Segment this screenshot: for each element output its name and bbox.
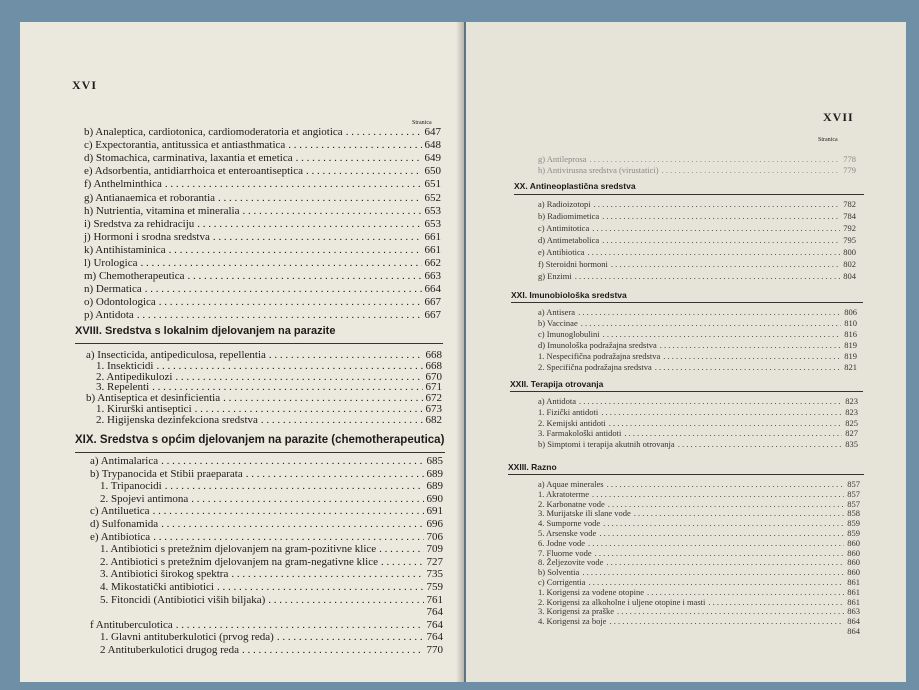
toc-entry-label: k) Antihistaminica: [84, 243, 166, 256]
toc-entry: [538, 211, 856, 221]
leader-dots: [159, 296, 422, 308]
leader-dots: [601, 407, 842, 417]
left-page: [20, 22, 464, 682]
toc-entry-label: j) Hormoni i srodna sredstva: [84, 230, 210, 243]
toc-entry-label: b) Solventia: [538, 567, 580, 578]
toc-entry-label: 3. Repelenti: [96, 381, 150, 394]
toc-entry-label: 2. Antibiotici s pretežnim djelovanjem na gram-negativne klice: [100, 555, 378, 568]
toc-entry-page: 782: [843, 199, 856, 209]
toc-entry: [100, 543, 443, 555]
toc-entry-label: p) Antidota: [84, 309, 134, 322]
toc-entry-page: 859: [847, 518, 860, 529]
toc-entry: [90, 468, 443, 480]
toc-entry: [84, 270, 441, 282]
toc-entry: [538, 235, 856, 245]
leader-dots: [218, 192, 421, 204]
leader-dots: [592, 489, 844, 499]
toc-entry-page: 821: [844, 362, 857, 372]
toc-entry-page: 827: [845, 428, 858, 439]
toc-entry-page: 816: [844, 329, 857, 339]
toc-entry-label: 2. Spojevi antimona: [100, 492, 189, 505]
toc-entry: [100, 556, 443, 568]
toc-entry: [538, 616, 860, 626]
toc-entry-label: c) Antiluetica: [90, 505, 150, 518]
toc-entry-label: e) Antibiotica: [90, 530, 151, 543]
toc-entry-page: 727: [426, 555, 443, 568]
toc-entry-label: 8. Željezovite vode: [538, 557, 604, 568]
leader-dots: [660, 340, 842, 350]
toc-entry-label: a) Antimalarica: [90, 455, 159, 467]
toc-entry: [96, 414, 442, 426]
leader-dots: [581, 318, 842, 328]
toc-entry: [90, 518, 443, 530]
toc-entry-label: n) Dermatica: [84, 283, 142, 296]
toc-entry: [84, 139, 441, 151]
section-title-xxi: XXI. Imunobiološka sredstva: [511, 290, 627, 300]
toc-entry: [100, 631, 443, 643]
toc-entry-page: 652: [424, 191, 441, 204]
toc-entry-label: 1. Glavni antituberkulotici (prvog reda): [100, 631, 274, 644]
toc-entry: [100, 581, 443, 593]
toc-entry-page: 653: [424, 217, 441, 230]
toc-entry-label: 6. Jodne vode: [538, 537, 585, 548]
toc-entry-label: 1. Akratoterme: [538, 488, 589, 499]
leader-dots: [588, 538, 844, 548]
toc-entry-label: 1. Tripanocidi: [100, 480, 162, 493]
toc-entry: [84, 152, 441, 164]
leader-dots: [592, 223, 840, 233]
section-title-xxii: XXII. Terapija otrovanja: [510, 379, 604, 389]
toc-entry: [84, 218, 441, 230]
toc-entry-label: 2. Antipedikulozi: [96, 370, 173, 383]
toc-entry-page: 690: [426, 492, 443, 505]
toc-entry-label: 2. Korigensi za alkoholne i uljene otopine i masti: [538, 596, 706, 607]
toc-entry: [538, 259, 856, 269]
toc-entry: [538, 223, 856, 233]
leader-dots: [217, 581, 424, 593]
leader-dots: [662, 165, 841, 175]
leader-dots: [277, 631, 424, 643]
section-title-xx: XX. Antineoplastična sredstva: [514, 181, 636, 191]
toc-entry: [84, 205, 441, 217]
leader-dots: [708, 597, 844, 607]
toc-entry-page: 651: [424, 178, 441, 191]
toc-entry-label: 7. Fluorne vode: [538, 547, 592, 558]
toc-entry-page: 804: [843, 271, 856, 281]
leader-dots: [213, 231, 422, 243]
toc-entry-label: d) Imunološka podražajna sredstva: [538, 340, 657, 350]
leader-dots: [588, 247, 841, 257]
toc-entry-label: a) Antisera: [538, 307, 576, 317]
toc-entry-page: 672: [425, 392, 442, 405]
toc-entry-page: 761: [426, 593, 443, 606]
toc-entry-label: g) Antianaemica et roborantia: [84, 191, 216, 204]
toc-entry-label: 3. Antibiotici širokog spektra: [100, 568, 229, 581]
leader-dots: [188, 270, 422, 282]
leader-dots: [609, 616, 844, 626]
leader-dots: [145, 283, 422, 295]
leader-dots: [153, 531, 423, 543]
toc-entry: [538, 567, 860, 577]
toc-entry: [100, 480, 443, 492]
toc-entry-label: b) Simptomi i terapija akutnih otrovanja: [538, 439, 675, 450]
toc-entry-page: 764: [426, 606, 443, 619]
page-column-header-left: Stranica: [412, 120, 432, 126]
toc-entry-label: d) Stomachica, carminativa, laxantia et emetica: [84, 152, 293, 165]
page-number-right: XVII: [823, 110, 854, 124]
toc-entry-page: 858: [847, 508, 860, 519]
toc-entry: [90, 606, 443, 618]
toc-entry-page: 859: [847, 528, 860, 538]
toc-entry-label: b) Radiomimetica: [538, 211, 600, 221]
toc-entry: [538, 165, 856, 175]
toc-entry-label: c) Corrigentia: [538, 577, 586, 587]
toc-entry-page: 648: [424, 139, 441, 152]
toc-entry-label: g) Antileprosa: [538, 154, 587, 164]
leader-dots: [176, 619, 424, 631]
toc-entry-page: 857: [847, 479, 860, 489]
toc-entry-page: 861: [847, 596, 860, 607]
leader-dots: [582, 567, 844, 577]
leader-dots: [242, 205, 421, 217]
toc-entry: [538, 318, 857, 328]
toc-entry-label: b) Vaccinae: [538, 318, 578, 328]
toc-entry-page: 863: [847, 606, 860, 617]
toc-entry: [538, 479, 860, 489]
toc-entry-label: f) Anthelminthica: [84, 178, 162, 191]
leader-dots: [603, 518, 844, 528]
toc-entry: [538, 499, 860, 509]
leader-dots: [595, 548, 845, 558]
toc-entry-page: 861: [847, 586, 860, 597]
leader-dots: [647, 587, 844, 597]
toc-entry-page: 857: [847, 488, 860, 499]
toc-entry-page: 653: [424, 204, 441, 217]
toc-entry-page: 663: [424, 270, 441, 283]
leader-dots: [165, 480, 424, 492]
toc-entry: [538, 538, 860, 548]
toc-entry-label: 2. Higijenska dezinfekciona sredstva: [96, 413, 258, 426]
right-page: [466, 22, 906, 682]
toc-entry-label: 2. Kemijski antidoti: [538, 417, 606, 428]
toc-entry: [100, 493, 443, 505]
toc-entry-page: 857: [847, 498, 860, 509]
toc-entry-page: 706: [426, 530, 443, 543]
toc-entry: [538, 247, 856, 257]
toc-entry-label: 4. Sumporne vode: [538, 518, 601, 529]
toc-entry: [538, 199, 856, 209]
toc-entry: [84, 231, 441, 243]
leader-dots: [579, 396, 842, 406]
leader-dots: [268, 594, 423, 606]
toc-entry-page: 779: [843, 164, 856, 175]
toc-entry: [84, 309, 441, 321]
toc-entry: [538, 577, 860, 587]
toc-entry-page: 819: [844, 340, 857, 350]
leader-dots: [140, 257, 421, 269]
toc-entry-label: 4. Mikostatički antibiotici: [100, 581, 214, 593]
leader-dots: [599, 528, 844, 538]
toc-entry-label: c) Expectorantia, antitussica et antiasthmatica: [84, 139, 286, 152]
toc-entry-page: 667: [424, 309, 441, 322]
toc-entry-page: 823: [845, 406, 858, 417]
toc-entry-label: 2 Antituberkulotici drugog reda: [100, 644, 239, 656]
leader-dots: [678, 439, 843, 449]
leader-dots: [381, 556, 424, 568]
toc-entry: [84, 244, 441, 256]
toc-entry-page: 764: [426, 618, 443, 631]
toc-entry-label: 1. Korigensi za vodene otopine: [538, 586, 644, 597]
toc-entry-label: e) Antibiotica: [538, 247, 585, 257]
leader-dots: [611, 259, 840, 269]
toc-entry-page: 661: [424, 243, 441, 256]
leader-dots: [137, 309, 422, 321]
toc-entry-label: 5. Fitoncidi (Antibiotici viših biljaka): [100, 593, 266, 606]
toc-entry-page: 819: [844, 351, 857, 361]
toc-entry: [90, 505, 443, 517]
toc-entry-label: 1. Insekticidi: [96, 359, 154, 372]
toc-entry-page: 667: [424, 296, 441, 309]
toc-entry-page: 864: [847, 626, 860, 636]
toc-entry-label: 3. Farmakološki antidoti: [538, 428, 622, 439]
toc-entry: [538, 508, 860, 518]
section-rule: [510, 391, 863, 392]
toc-entry-label: d) Sulfonamida: [90, 518, 159, 530]
toc-entry-page: 670: [425, 370, 442, 383]
toc-entry-page: 650: [424, 165, 441, 178]
toc-entry-label: b) Antiseptica et desinficientia: [86, 392, 221, 405]
toc-entry: [538, 407, 858, 417]
leader-dots: [602, 211, 840, 221]
leader-dots: [161, 518, 423, 530]
toc-entry: [84, 178, 441, 190]
toc-entry: [538, 351, 857, 361]
toc-entry: [538, 396, 858, 406]
toc-entry-label: e) Adsorbentia, antidiarrhoica et enteroantiseptica: [84, 165, 303, 178]
toc-entry-page: 800: [843, 247, 856, 257]
leader-dots: [197, 218, 421, 230]
leader-dots: [655, 362, 841, 372]
toc-entry-label: d) Antimetabolica: [538, 235, 600, 245]
leader-dots: [608, 499, 844, 509]
toc-entry: [538, 528, 860, 538]
leader-dots: [589, 154, 840, 164]
toc-entry-label: 1. Nespecifična podražajna sredstva: [538, 351, 661, 361]
toc-entry: [84, 192, 441, 204]
toc-entry: [90, 619, 443, 631]
leader-dots: [588, 577, 844, 587]
toc-entry-label: a) Aquae minerales: [538, 479, 604, 489]
toc-entry-page: 860: [847, 537, 860, 548]
toc-entry-page: 802: [843, 259, 856, 269]
toc-entry-label: a) Antidota: [538, 396, 577, 406]
toc-entry-label: a) Radioizotopi: [538, 199, 591, 209]
toc-entry-label: a) Insecticida, antipediculosa, repellentia: [86, 349, 266, 361]
toc-entry: [100, 644, 443, 656]
page-column-header-right: Stranica: [818, 137, 838, 143]
toc-entry-page: 823: [845, 396, 858, 406]
leader-dots: [603, 329, 842, 339]
toc-entry-page: 735: [426, 568, 443, 581]
leader-dots: [231, 568, 423, 580]
toc-entry-page: 689: [426, 480, 443, 493]
section-title-xix: XIX. Sredstva s općim djelovanjem na parazite (chemotherapeutica): [75, 434, 445, 446]
toc-entry: [538, 626, 860, 636]
section-rule: [514, 194, 864, 195]
page-number-left: XVI: [72, 78, 98, 92]
leader-dots: [606, 557, 844, 567]
toc-entry-label: 4. Korigensi za boje: [538, 616, 607, 627]
leader-dots: [161, 455, 423, 467]
toc-entry: [538, 439, 858, 449]
section-rule: [511, 302, 863, 303]
toc-entry-page: 864: [847, 616, 860, 627]
toc-entry: [84, 296, 441, 308]
toc-entry-label: 5. Arsenske vode: [538, 528, 597, 538]
toc-entry: [90, 455, 443, 467]
toc-entry-page: 685: [426, 455, 443, 467]
toc-entry: [538, 154, 856, 164]
leader-dots: [594, 199, 841, 209]
toc-entry: [538, 489, 860, 499]
toc-entry-page: 662: [424, 257, 441, 269]
leader-dots: [191, 493, 423, 505]
toc-entry-page: 689: [426, 467, 443, 480]
toc-entry: [538, 587, 860, 597]
toc-entry-page: 860: [847, 557, 860, 568]
toc-entry-page: 671: [425, 381, 442, 394]
toc-entry: [538, 548, 860, 558]
section-title-xxiii: XXIII. Razno: [508, 462, 557, 472]
toc-entry-page: 664: [424, 283, 441, 296]
leader-dots: [634, 508, 844, 518]
toc-entry-label: g) Enzimi: [538, 271, 572, 281]
leader-dots: [242, 644, 424, 656]
leader-dots: [609, 418, 842, 428]
toc-entry-page: 661: [424, 230, 441, 243]
toc-entry-page: 860: [847, 567, 860, 578]
toc-entry-label: h) Antivirusna sredstva (virustatici): [538, 164, 659, 175]
toc-entry-label: 2. Karbonatne vode: [538, 498, 605, 509]
toc-entry-page: 806: [844, 307, 857, 317]
leader-dots: [288, 139, 421, 151]
leader-dots: [296, 152, 422, 164]
toc-entry-label: 2. Specifična podražajna sredstva: [538, 362, 652, 372]
toc-entry-label: o) Odontologica: [84, 296, 156, 309]
toc-entry: [538, 518, 860, 528]
leader-dots: [379, 543, 423, 555]
section-rule: [75, 452, 445, 453]
toc-entry-page: 784: [843, 211, 856, 221]
toc-entry: [84, 257, 441, 269]
toc-entry-page: 709: [426, 543, 443, 556]
toc-entry-page: 795: [843, 235, 856, 245]
leader-dots: [153, 505, 424, 517]
leader-dots: [246, 468, 424, 480]
toc-entry-label: c) Antimitotica: [538, 223, 590, 233]
toc-entry-page: 825: [845, 417, 858, 428]
toc-entry-page: 764: [426, 631, 443, 644]
toc-entry-page: 759: [426, 581, 443, 593]
section-rule: [75, 343, 443, 344]
toc-entry: [538, 362, 857, 372]
toc-entry: [538, 557, 860, 567]
toc-entry-label: 1. Antibiotici s pretežnim djelovanjem na gram-pozitivne klice: [100, 543, 377, 556]
toc-entry-label: b) Analeptica, cardiotonica, cardiomoderatoria et angiotica: [84, 126, 343, 138]
section-rule: [508, 474, 864, 475]
toc-entry-page: 647: [424, 126, 441, 138]
leader-dots: [346, 126, 422, 138]
leader-dots: [306, 165, 422, 177]
toc-entry: [100, 594, 443, 606]
leader-dots: [607, 479, 845, 489]
leader-dots: [624, 428, 842, 438]
section-title-xviii: XVIII. Sredstva s lokalnim djelovanjem na parazite: [75, 325, 336, 337]
toc-entry-page: 682: [425, 413, 442, 426]
toc-entry-page: 860: [847, 547, 860, 558]
toc-entry: [538, 418, 858, 428]
leader-dots: [165, 178, 422, 190]
toc-entry-label: 3. Korigensi za praške: [538, 606, 615, 617]
toc-entry-page: 778: [843, 154, 856, 164]
toc-entry-page: 691: [426, 505, 443, 518]
toc-entry: [538, 606, 860, 616]
toc-entry-label: i) Sredstva za rehidraciju: [84, 217, 195, 230]
toc-entry-page: 696: [426, 518, 443, 530]
toc-entry-label: 3. Murijatske ili slane vode: [538, 508, 631, 519]
toc-entry-label: m) Chemotherapeutica: [84, 270, 185, 283]
leader-dots: [575, 271, 840, 281]
toc-entry-page: 649: [424, 152, 441, 165]
toc-entry-page: 810: [844, 318, 857, 328]
toc-entry: [84, 165, 441, 177]
toc-entry: [538, 307, 857, 317]
toc-entry-label: f) Steroidni hormoni: [538, 259, 608, 269]
toc-entry-label: l) Urologica: [84, 257, 138, 269]
toc-entry: [84, 283, 441, 295]
leader-dots: [602, 235, 840, 245]
toc-entry-page: 835: [845, 439, 858, 450]
leader-dots: [663, 351, 841, 361]
toc-entry-label: 1. Kirurški antiseptici: [96, 403, 192, 415]
toc-entry-page: 792: [843, 223, 856, 233]
toc-entry-page: 861: [847, 577, 860, 587]
toc-entry-label: h) Nutrientia, vitamina et mineralia: [84, 204, 240, 217]
leader-dots: [169, 244, 422, 256]
toc-entry: [538, 340, 857, 350]
toc-entry: [538, 329, 857, 339]
leader-dots: [617, 606, 844, 616]
toc-entry-label: c) Imunoglobulini: [538, 329, 600, 339]
toc-entry: [538, 428, 858, 438]
toc-entry: [538, 597, 860, 607]
toc-entry-page: 673: [425, 403, 442, 415]
toc-entry-page: 668: [425, 359, 442, 372]
toc-entry: [100, 568, 443, 580]
toc-entry: [90, 531, 443, 543]
toc-entry-page: 770: [426, 644, 443, 656]
leader-dots: [261, 414, 423, 426]
leader-dots: [578, 307, 841, 317]
toc-entry-page: 668: [425, 349, 442, 361]
toc-entry-label: f Antituberculotica: [90, 618, 173, 631]
toc-entry-label: 1. Fizički antidoti: [538, 406, 599, 417]
toc-entry: [84, 126, 441, 138]
toc-entry-label: b) Trypanocida et Stibii praeparata: [90, 467, 243, 480]
toc-entry: [538, 271, 856, 281]
